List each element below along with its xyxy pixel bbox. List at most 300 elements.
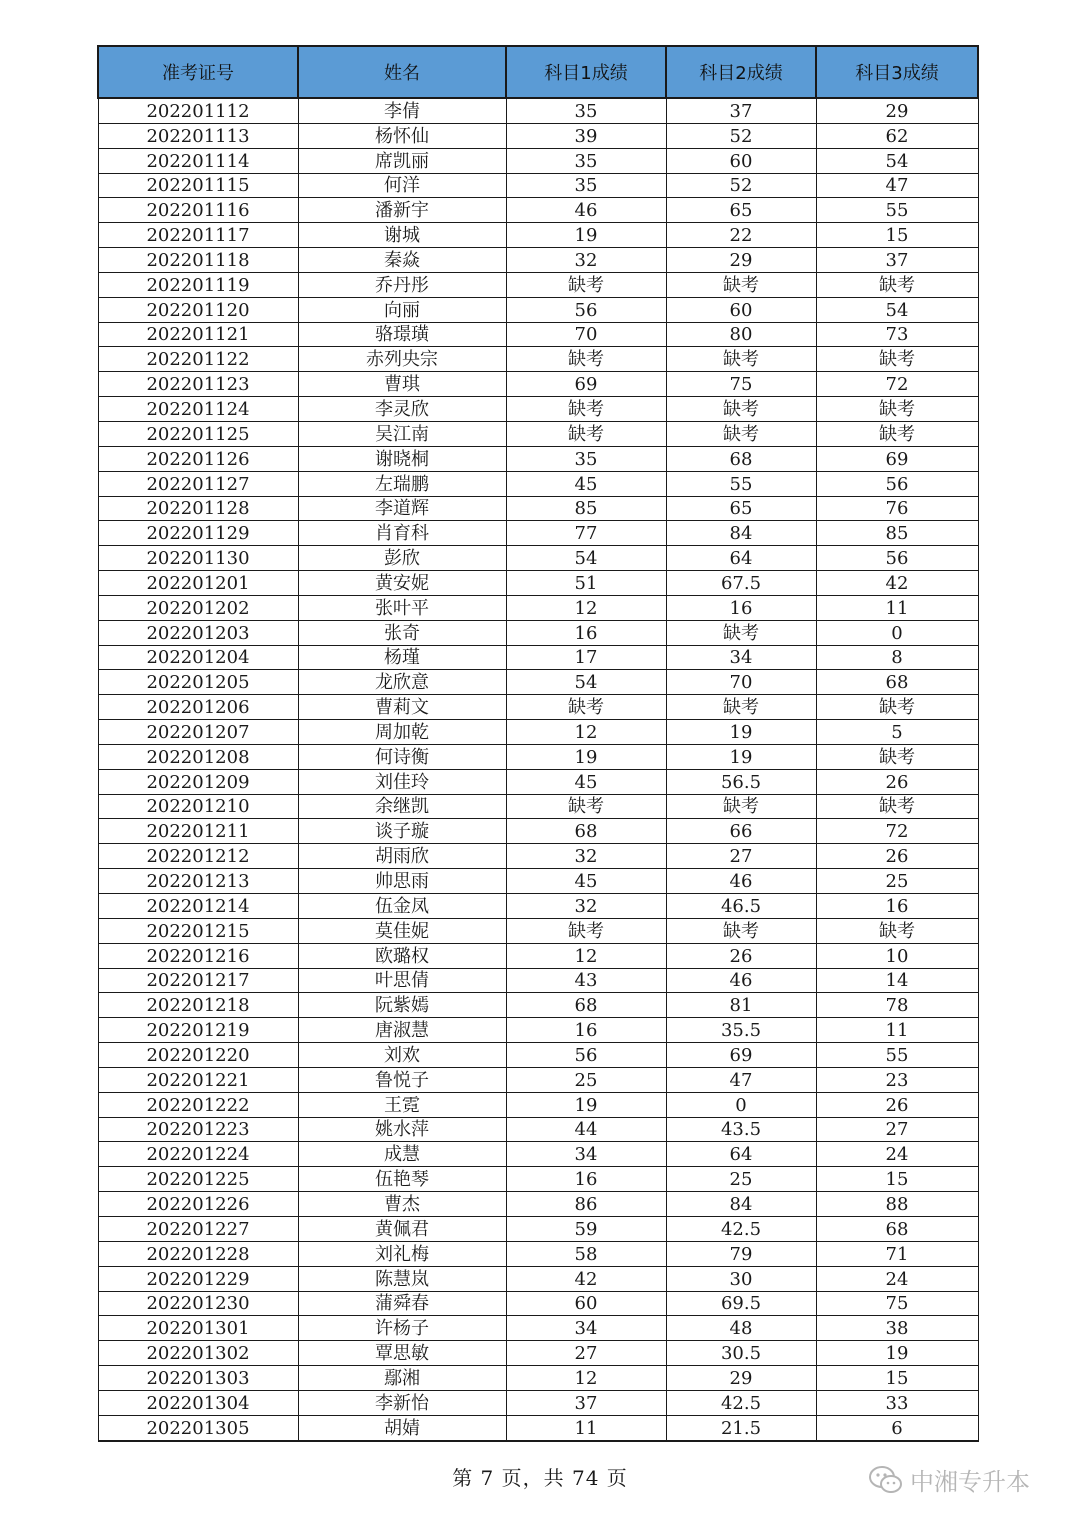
exam-id-cell: 202201116 <box>98 198 298 223</box>
subject-1-score-cell: 54 <box>506 546 666 571</box>
subject-1-score-cell: 缺考 <box>506 794 666 819</box>
table-row <box>98 695 978 720</box>
name-cell: 谈子璇 <box>298 819 506 844</box>
subject-2-score-cell: 30 <box>666 1266 816 1291</box>
table-row <box>98 1067 978 1092</box>
name-cell: 李灵欣 <box>298 397 506 422</box>
name-cell: 谢晓桐 <box>298 446 506 471</box>
subject-3-score-cell: 38 <box>816 1316 978 1341</box>
table-row <box>98 844 978 869</box>
table-row <box>98 1241 978 1266</box>
exam-id-cell: 202201225 <box>98 1167 298 1192</box>
subject-3-score-cell: 15 <box>816 1366 978 1391</box>
table-row <box>98 744 978 769</box>
table-row <box>98 794 978 819</box>
subject-3-score-cell: 47 <box>816 173 978 198</box>
table-row <box>98 397 978 422</box>
subject-3-score-cell: 23 <box>816 1067 978 1092</box>
table-row <box>98 993 978 1018</box>
table-row <box>98 272 978 297</box>
name-cell: 周加乾 <box>298 720 506 745</box>
subject-3-score-cell: 71 <box>816 1241 978 1266</box>
subject-1-score-cell: 35 <box>506 173 666 198</box>
exam-id-cell: 202201122 <box>98 347 298 372</box>
exam-id-cell: 202201117 <box>98 223 298 248</box>
subject-2-score-cell: 21.5 <box>666 1415 816 1440</box>
exam-id-cell: 202201210 <box>98 794 298 819</box>
subject-2-score-cell: 68 <box>666 446 816 471</box>
exam-id-cell: 202201303 <box>98 1366 298 1391</box>
subject-1-score-cell: 12 <box>506 1366 666 1391</box>
table-row <box>98 546 978 571</box>
subject-1-score-cell: 45 <box>506 471 666 496</box>
subject-1-score-cell: 32 <box>506 894 666 919</box>
subject-2-score-cell: 65 <box>666 198 816 223</box>
exam-id-cell: 202201118 <box>98 248 298 273</box>
exam-id-cell: 202201223 <box>98 1117 298 1142</box>
subject-2-score-cell: 35.5 <box>666 1018 816 1043</box>
table-row <box>98 1291 978 1316</box>
table-row <box>98 918 978 943</box>
table-row <box>98 1316 978 1341</box>
subject-1-score-cell: 39 <box>506 123 666 148</box>
name-cell: 乔丹彤 <box>298 272 506 297</box>
name-cell: 曹琪 <box>298 372 506 397</box>
wechat-icon <box>868 1465 904 1495</box>
subject-2-score-cell: 60 <box>666 148 816 173</box>
name-cell: 伍艳琴 <box>298 1167 506 1192</box>
subject-1-score-cell: 44 <box>506 1117 666 1142</box>
subject-3-score-cell: 68 <box>816 670 978 695</box>
subject-2-score-cell: 缺考 <box>666 794 816 819</box>
subject-3-score-cell: 54 <box>816 148 978 173</box>
name-cell: 莫佳妮 <box>298 918 506 943</box>
table-row <box>98 471 978 496</box>
subject-3-score-cell: 55 <box>816 1043 978 1068</box>
name-cell: 肖育科 <box>298 521 506 546</box>
name-cell: 赤列央宗 <box>298 347 506 372</box>
exam-id-cell: 202201218 <box>98 993 298 1018</box>
exam-id-cell: 202201119 <box>98 272 298 297</box>
subject-1-score-cell: 缺考 <box>506 272 666 297</box>
name-cell: 龙欣意 <box>298 670 506 695</box>
subject-1-score-cell: 19 <box>506 1092 666 1117</box>
subject-2-score-cell: 29 <box>666 248 816 273</box>
exam-id-cell: 202201224 <box>98 1142 298 1167</box>
subject-1-score-cell: 43 <box>506 968 666 993</box>
subject-3-score-cell: 88 <box>816 1192 978 1217</box>
table-row <box>98 347 978 372</box>
subject-3-score-cell: 29 <box>816 98 978 123</box>
subject-2-score-cell: 缺考 <box>666 918 816 943</box>
table-row <box>98 297 978 322</box>
subject-1-score-cell: 35 <box>506 148 666 173</box>
table-row <box>98 819 978 844</box>
subject-3-score-cell: 8 <box>816 645 978 670</box>
table-row <box>98 446 978 471</box>
name-cell: 吴江南 <box>298 421 506 446</box>
subject-3-score-cell: 56 <box>816 471 978 496</box>
exam-id-cell: 202201216 <box>98 943 298 968</box>
exam-id-cell: 202201127 <box>98 471 298 496</box>
subject-3-score-cell: 缺考 <box>816 347 978 372</box>
subject-1-score-cell: 缺考 <box>506 347 666 372</box>
exam-id-cell: 202201215 <box>98 918 298 943</box>
scores-table <box>97 45 979 1442</box>
exam-id-cell: 202201212 <box>98 844 298 869</box>
exam-id-cell: 202201230 <box>98 1291 298 1316</box>
subject-3-score-cell: 11 <box>816 595 978 620</box>
name-cell: 张奇 <box>298 620 506 645</box>
subject-2-score-cell: 缺考 <box>666 397 816 422</box>
table-row <box>98 421 978 446</box>
subject-2-score-cell: 27 <box>666 844 816 869</box>
exam-id-cell: 202201120 <box>98 297 298 322</box>
name-cell: 曹杰 <box>298 1192 506 1217</box>
subject-2-score-cell: 65 <box>666 496 816 521</box>
subject-2-score-cell: 81 <box>666 993 816 1018</box>
name-cell: 阮紫嫣 <box>298 993 506 1018</box>
subject-2-score-cell: 22 <box>666 223 816 248</box>
exam-id-cell: 202201112 <box>98 98 298 123</box>
subject-3-score-cell: 33 <box>816 1390 978 1415</box>
subject-2-score-cell: 46 <box>666 869 816 894</box>
subject-2-score-cell: 52 <box>666 173 816 198</box>
exam-id-cell: 202201205 <box>98 670 298 695</box>
subject-3-score-cell: 25 <box>816 869 978 894</box>
table-row <box>98 1117 978 1142</box>
exam-id-cell: 202201221 <box>98 1067 298 1092</box>
subject-2-score-cell: 84 <box>666 521 816 546</box>
exam-id-cell: 202201126 <box>98 446 298 471</box>
table-row <box>98 769 978 794</box>
subject-3-score-cell: 10 <box>816 943 978 968</box>
exam-id-cell: 202201130 <box>98 546 298 571</box>
table-row <box>98 1092 978 1117</box>
subject-2-score-cell: 0 <box>666 1092 816 1117</box>
exam-id-cell: 202201113 <box>98 123 298 148</box>
subject-3-score-cell: 缺考 <box>816 744 978 769</box>
table-row <box>98 943 978 968</box>
exam-id-cell: 202201301 <box>98 1316 298 1341</box>
subject-3-score-cell: 73 <box>816 322 978 347</box>
subject-3-score-cell: 19 <box>816 1341 978 1366</box>
name-cell: 帅思雨 <box>298 869 506 894</box>
subject-1-score-cell: 缺考 <box>506 918 666 943</box>
exam-id-cell: 202201219 <box>98 1018 298 1043</box>
table-header-row <box>98 46 978 98</box>
exam-id-cell: 202201227 <box>98 1216 298 1241</box>
name-cell: 席凯丽 <box>298 148 506 173</box>
subject-2-score-cell: 37 <box>666 98 816 123</box>
subject-2-score-cell: 19 <box>666 744 816 769</box>
subject-1-score-cell: 25 <box>506 1067 666 1092</box>
subject-3-score-cell: 0 <box>816 620 978 645</box>
table-row <box>98 968 978 993</box>
subject-2-score-cell: 46.5 <box>666 894 816 919</box>
subject-2-score-cell: 缺考 <box>666 347 816 372</box>
subject-1-score-cell: 42 <box>506 1266 666 1291</box>
subject-3-score-cell: 85 <box>816 521 978 546</box>
table-row <box>98 521 978 546</box>
table-row <box>98 1216 978 1241</box>
header-name: 姓名 <box>298 46 506 98</box>
subject-1-score-cell: 77 <box>506 521 666 546</box>
subject-1-score-cell: 缺考 <box>506 695 666 720</box>
subject-1-score-cell: 70 <box>506 322 666 347</box>
subject-3-score-cell: 54 <box>816 297 978 322</box>
name-cell: 陈慧岚 <box>298 1266 506 1291</box>
watermark <box>868 1462 1030 1497</box>
subject-1-score-cell: 85 <box>506 496 666 521</box>
subject-2-score-cell: 48 <box>666 1316 816 1341</box>
subject-1-score-cell: 54 <box>506 670 666 695</box>
exam-id-cell: 202201228 <box>98 1241 298 1266</box>
subject-1-score-cell: 68 <box>506 993 666 1018</box>
name-cell: 潘新宇 <box>298 198 506 223</box>
name-cell: 胡婧 <box>298 1415 506 1440</box>
score-sheet <box>97 45 977 1442</box>
name-cell: 唐淑慧 <box>298 1018 506 1043</box>
subject-2-score-cell: 79 <box>666 1241 816 1266</box>
subject-1-score-cell: 58 <box>506 1241 666 1266</box>
subject-3-score-cell: 26 <box>816 844 978 869</box>
exam-id-cell: 202201226 <box>98 1192 298 1217</box>
subject-1-score-cell: 缺考 <box>506 397 666 422</box>
name-cell: 欧璐权 <box>298 943 506 968</box>
name-cell: 杨怀仙 <box>298 123 506 148</box>
name-cell: 胡雨欣 <box>298 844 506 869</box>
subject-3-score-cell: 27 <box>816 1117 978 1142</box>
name-cell: 成慧 <box>298 1142 506 1167</box>
name-cell: 许杨子 <box>298 1316 506 1341</box>
exam-id-cell: 202201203 <box>98 620 298 645</box>
name-cell: 刘佳玲 <box>298 769 506 794</box>
subject-3-score-cell: 缺考 <box>816 272 978 297</box>
table-row <box>98 496 978 521</box>
exam-id-cell: 202201211 <box>98 819 298 844</box>
name-cell: 余继凯 <box>298 794 506 819</box>
exam-id-cell: 202201206 <box>98 695 298 720</box>
subject-3-score-cell: 24 <box>816 1266 978 1291</box>
subject-2-score-cell: 25 <box>666 1167 816 1192</box>
name-cell: 鲁悦子 <box>298 1067 506 1092</box>
subject-1-score-cell: 12 <box>506 943 666 968</box>
table-row <box>98 148 978 173</box>
subject-1-score-cell: 16 <box>506 1018 666 1043</box>
exam-id-cell: 202201302 <box>98 1341 298 1366</box>
header-subject-1-score: 科目1成绩 <box>506 46 666 98</box>
subject-1-score-cell: 46 <box>506 198 666 223</box>
subject-2-score-cell: 64 <box>666 1142 816 1167</box>
table-row <box>98 173 978 198</box>
name-cell: 向丽 <box>298 297 506 322</box>
exam-id-cell: 202201209 <box>98 769 298 794</box>
subject-2-score-cell: 69 <box>666 1043 816 1068</box>
subject-3-score-cell: 缺考 <box>816 421 978 446</box>
table-row <box>98 645 978 670</box>
name-cell: 左瑞鹏 <box>298 471 506 496</box>
exam-id-cell: 202201202 <box>98 595 298 620</box>
subject-3-score-cell: 69 <box>816 446 978 471</box>
subject-3-score-cell: 78 <box>816 993 978 1018</box>
subject-3-score-cell: 56 <box>816 546 978 571</box>
subject-2-score-cell: 55 <box>666 471 816 496</box>
name-cell: 鄢湘 <box>298 1366 506 1391</box>
name-cell: 李新怡 <box>298 1390 506 1415</box>
table-row <box>98 1390 978 1415</box>
subject-2-score-cell: 30.5 <box>666 1341 816 1366</box>
subject-3-score-cell: 75 <box>816 1291 978 1316</box>
subject-2-score-cell: 43.5 <box>666 1117 816 1142</box>
subject-1-score-cell: 缺考 <box>506 421 666 446</box>
subject-1-score-cell: 60 <box>506 1291 666 1316</box>
exam-id-cell: 202201123 <box>98 372 298 397</box>
watermark-text: 中湘专升本 <box>910 1468 1030 1496</box>
table-row <box>98 595 978 620</box>
subject-1-score-cell: 56 <box>506 1043 666 1068</box>
exam-id-cell: 202201222 <box>98 1092 298 1117</box>
subject-3-score-cell: 62 <box>816 123 978 148</box>
name-cell: 彭欣 <box>298 546 506 571</box>
subject-3-score-cell: 26 <box>816 769 978 794</box>
name-cell: 何洋 <box>298 173 506 198</box>
subject-1-score-cell: 12 <box>506 595 666 620</box>
table-row <box>98 1142 978 1167</box>
subject-1-score-cell: 35 <box>506 98 666 123</box>
subject-1-score-cell: 19 <box>506 223 666 248</box>
subject-3-score-cell: 76 <box>816 496 978 521</box>
subject-2-score-cell: 47 <box>666 1067 816 1092</box>
table-row <box>98 894 978 919</box>
table-body <box>98 98 978 1441</box>
table-row <box>98 1043 978 1068</box>
table-row <box>98 1266 978 1291</box>
subject-2-score-cell: 缺考 <box>666 620 816 645</box>
subject-1-score-cell: 59 <box>506 1216 666 1241</box>
table-row <box>98 223 978 248</box>
table-row <box>98 1341 978 1366</box>
subject-3-score-cell: 42 <box>816 571 978 596</box>
exam-id-cell: 202201129 <box>98 521 298 546</box>
exam-id-cell: 202201121 <box>98 322 298 347</box>
subject-1-score-cell: 16 <box>506 620 666 645</box>
subject-2-score-cell: 67.5 <box>666 571 816 596</box>
subject-2-score-cell: 26 <box>666 943 816 968</box>
table-row <box>98 1192 978 1217</box>
subject-3-score-cell: 14 <box>816 968 978 993</box>
table-row <box>98 1366 978 1391</box>
name-cell: 刘欢 <box>298 1043 506 1068</box>
exam-id-cell: 202201217 <box>98 968 298 993</box>
subject-2-score-cell: 84 <box>666 1192 816 1217</box>
subject-2-score-cell: 70 <box>666 670 816 695</box>
table-row <box>98 322 978 347</box>
exam-id-cell: 202201304 <box>98 1390 298 1415</box>
name-cell: 王霓 <box>298 1092 506 1117</box>
subject-2-score-cell: 16 <box>666 595 816 620</box>
table-row <box>98 869 978 894</box>
exam-id-cell: 202201204 <box>98 645 298 670</box>
name-cell: 骆璟璜 <box>298 322 506 347</box>
subject-3-score-cell: 68 <box>816 1216 978 1241</box>
subject-1-score-cell: 32 <box>506 844 666 869</box>
subject-1-score-cell: 17 <box>506 645 666 670</box>
subject-1-score-cell: 35 <box>506 446 666 471</box>
exam-id-cell: 202201115 <box>98 173 298 198</box>
table-row <box>98 720 978 745</box>
subject-3-score-cell: 26 <box>816 1092 978 1117</box>
subject-2-score-cell: 42.5 <box>666 1216 816 1241</box>
subject-3-score-cell: 37 <box>816 248 978 273</box>
header-subject-3-score: 科目3成绩 <box>816 46 978 98</box>
subject-1-score-cell: 37 <box>506 1390 666 1415</box>
subject-3-score-cell: 16 <box>816 894 978 919</box>
exam-id-cell: 202201229 <box>98 1266 298 1291</box>
exam-id-cell: 202201220 <box>98 1043 298 1068</box>
name-cell: 张叶平 <box>298 595 506 620</box>
subject-3-score-cell: 24 <box>816 1142 978 1167</box>
subject-2-score-cell: 34 <box>666 645 816 670</box>
subject-1-score-cell: 68 <box>506 819 666 844</box>
exam-id-cell: 202201213 <box>98 869 298 894</box>
name-cell: 曹莉文 <box>298 695 506 720</box>
subject-1-score-cell: 51 <box>506 571 666 596</box>
subject-1-score-cell: 45 <box>506 769 666 794</box>
name-cell: 刘礼梅 <box>298 1241 506 1266</box>
name-cell: 黄佩君 <box>298 1216 506 1241</box>
exam-id-cell: 202201305 <box>98 1415 298 1440</box>
name-cell: 何诗衡 <box>298 744 506 769</box>
subject-2-score-cell: 52 <box>666 123 816 148</box>
table-row <box>98 620 978 645</box>
table-row <box>98 198 978 223</box>
exam-id-cell: 202201125 <box>98 421 298 446</box>
name-cell: 谢城 <box>298 223 506 248</box>
table-row <box>98 670 978 695</box>
exam-id-cell: 202201114 <box>98 148 298 173</box>
name-cell: 秦焱 <box>298 248 506 273</box>
subject-2-score-cell: 缺考 <box>666 421 816 446</box>
subject-2-score-cell: 75 <box>666 372 816 397</box>
name-cell: 杨瑾 <box>298 645 506 670</box>
exam-id-cell: 202201124 <box>98 397 298 422</box>
exam-id-cell: 202201208 <box>98 744 298 769</box>
subject-1-score-cell: 19 <box>506 744 666 769</box>
subject-3-score-cell: 55 <box>816 198 978 223</box>
name-cell: 蒲舜春 <box>298 1291 506 1316</box>
name-cell: 姚水萍 <box>298 1117 506 1142</box>
subject-1-score-cell: 86 <box>506 1192 666 1217</box>
subject-2-score-cell: 66 <box>666 819 816 844</box>
subject-3-score-cell: 15 <box>816 223 978 248</box>
subject-1-score-cell: 56 <box>506 297 666 322</box>
subject-1-score-cell: 27 <box>506 1341 666 1366</box>
table-row <box>98 1167 978 1192</box>
subject-1-score-cell: 12 <box>506 720 666 745</box>
subject-2-score-cell: 64 <box>666 546 816 571</box>
name-cell: 覃思敏 <box>298 1341 506 1366</box>
page-number: 第 7 页，共 74 页 <box>452 1466 628 1490</box>
table-row <box>98 372 978 397</box>
name-cell: 李倩 <box>298 98 506 123</box>
exam-id-cell: 202201201 <box>98 571 298 596</box>
subject-3-score-cell: 11 <box>816 1018 978 1043</box>
subject-3-score-cell: 缺考 <box>816 397 978 422</box>
table-row <box>98 248 978 273</box>
subject-2-score-cell: 69.5 <box>666 1291 816 1316</box>
subject-3-score-cell: 72 <box>816 819 978 844</box>
